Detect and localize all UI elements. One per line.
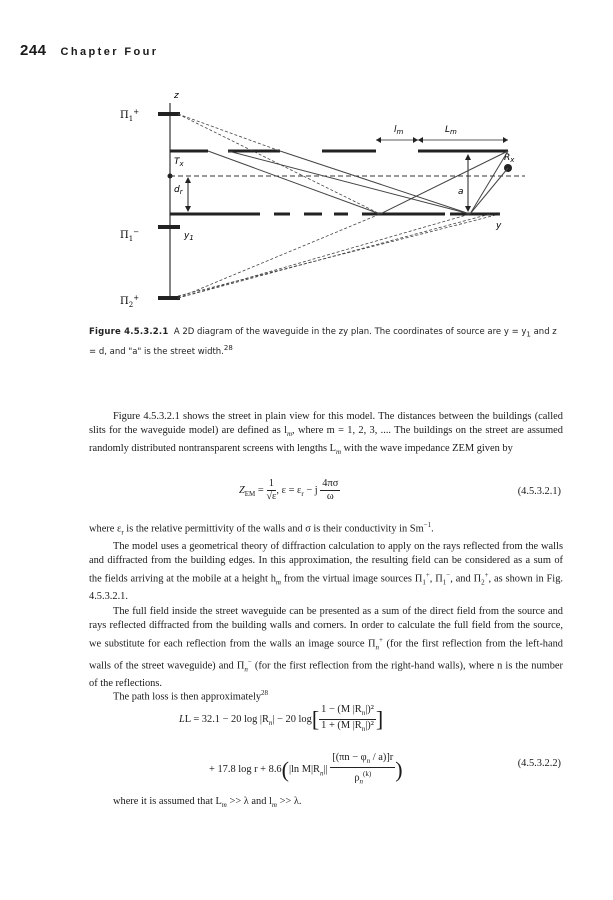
waveguide-diagram bbox=[100, 78, 560, 318]
paragraph-2: where $\varepsilon_r$ is the relative permittivity of the walls and σ is their conductivity in $Sm^{-1}$. The model uses a geometrical theory of diffraction calculation to apply on the rays reflected from the walls and diffracted from the building edges. In this approximation, the resulting field can be considered as a sum of the fields arriving at the mobile at a height $h_m$ from the virtual image sources $\Pi_1^+$, $\Pi_1^-$, and $\Pi_2^+$, as shown in Fig. 4.5.3.2.1. The full field inside the street waveguide can be presented as a sum of the direct field from the source and rays reflected diffracted from the building walls and corners. In order to calculate the full field from the source, we substitute for each reflection from the walls an image source $\Pi_n^+$ (for the first reflection from the left-hand walls of the street waveguide) and $\Pi_n^-$ (for the first reflection from the right-hand walls), where n is the number of the reflections. bbox=[89, 521, 563, 689]
rx-label: $R_x$ bbox=[504, 153, 515, 164]
a-arrowhead-bottom bbox=[465, 206, 471, 212]
ray-dashed bbox=[178, 214, 470, 298]
Lm-label: $L_m$ bbox=[445, 125, 457, 136]
a-label: a bbox=[458, 187, 464, 197]
lm-tick-left bbox=[376, 137, 381, 143]
ray-dashed bbox=[178, 214, 380, 298]
lm-tick-right bbox=[413, 137, 418, 143]
ray-solid bbox=[228, 151, 470, 214]
equation-4-5-3-2-2-line-2: + 17.8 log r + 8.6(|ln $M|R_n||$ $\frac{[(\pi n - \varphi_n / a)]r}{\rho_n^{(k)}}$ ) (4.5.3.2.2) bbox=[209, 752, 561, 786]
caption-text-2: and z = d, and "a" is the street width. bbox=[89, 327, 557, 357]
Lm-tick-right bbox=[503, 137, 508, 143]
tx-label: $T_x$ bbox=[174, 157, 184, 168]
pi1-minus-label: $\Pi_1^-$ bbox=[120, 228, 140, 243]
chapter-title: Chapter Four bbox=[60, 46, 159, 58]
ray-solid bbox=[280, 151, 470, 214]
a-arrowhead-top bbox=[465, 154, 471, 160]
pi1-plus-label: $\Pi_1^+$ bbox=[120, 108, 140, 123]
equation-4-5-3-2-1: $Z_{EM}$ = $\frac{1}{√\varepsilon}$ , $\varepsilon = \varepsilon_r - j$ $\frac{4\pi\sigma}{\omega}$ (4.5.3.2.1) bbox=[239, 478, 561, 502]
paragraph-1: Figure 4.5.3.2.1 shows the street in plain view for this model. The distances between the buildings (called slits for the waveguide model) are defined as $l_m$, where m = 1, 2, 3, .... The buildings on the street are assumed randomly distributed nontransparent screens with lengths $L_m$ with the wave impedance ZEM given by bbox=[89, 411, 563, 456]
figure-caption bbox=[89, 326, 559, 359]
ray-solid bbox=[470, 168, 508, 214]
waveguide-figure bbox=[100, 78, 560, 318]
equation-4-5-3-2-2-line-1: LL = 32.1 − 20 $\log |R_n| - 20$ log[ $\frac{1 - (M |R_n|)^2}{1 + (M |R_n|)^2}$ ] bbox=[179, 704, 384, 734]
dr-arrowhead-bottom bbox=[185, 206, 191, 212]
ray-solid bbox=[208, 151, 380, 214]
equation-number-1: (4.5.3.2.1) bbox=[517, 486, 561, 497]
caption-label: Figure 4.5.3.2.1 bbox=[89, 327, 169, 337]
caption-text: A 2D diagram of the waveguide in the zy plan. The coordinates of source are y = y bbox=[173, 327, 527, 337]
y-label: y bbox=[496, 221, 502, 231]
paragraph-path-loss: The path loss is then approximately$^{28}$ bbox=[113, 689, 269, 703]
Lm-tick-left bbox=[418, 137, 423, 143]
caption-sub: 1 bbox=[526, 330, 531, 339]
ray-dashed bbox=[178, 114, 280, 151]
y1-label: $y_1$ bbox=[184, 231, 194, 242]
z-label: z bbox=[174, 91, 179, 101]
equation-number-2: (4.5.3.2.2) bbox=[517, 758, 561, 769]
dr-arrowhead-top bbox=[185, 177, 191, 183]
pi2-plus-label: $\Pi_2^+$ bbox=[120, 294, 140, 309]
paragraph-assumption: where it is assumed that $L_m >> \lambda$ and $l_m >> \lambda$. bbox=[113, 796, 302, 810]
page-header bbox=[20, 42, 158, 62]
page-number: 244 bbox=[20, 42, 47, 59]
tx-point bbox=[168, 174, 173, 179]
lm-label: $l_m$ bbox=[394, 125, 404, 136]
dr-label: $d_r$ bbox=[174, 185, 183, 196]
caption-ref: 28 bbox=[223, 343, 233, 352]
